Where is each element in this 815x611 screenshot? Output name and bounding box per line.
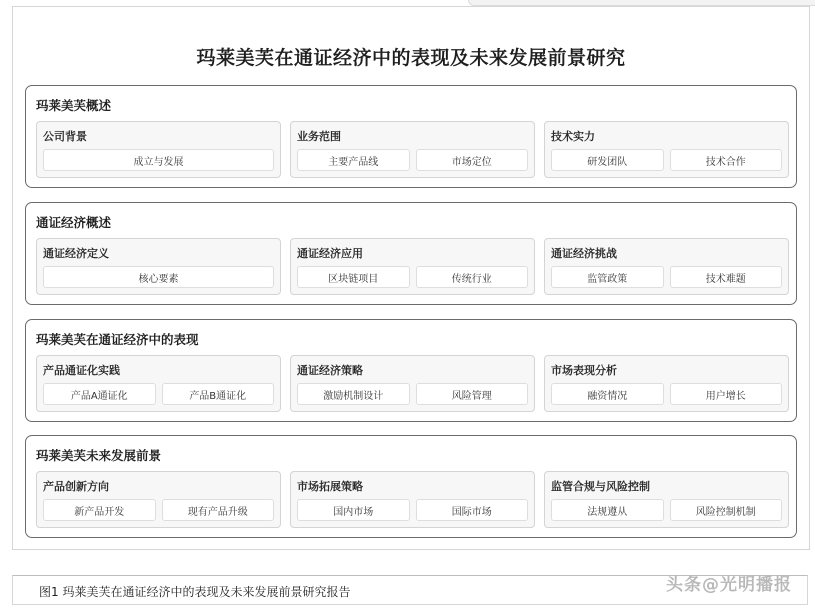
group-box: [544, 238, 789, 295]
item-row: [297, 383, 528, 405]
item-box: 风险管理: [416, 383, 529, 405]
item-box: 融资情况: [551, 383, 664, 405]
item-box: 监管政策: [551, 266, 664, 288]
item-row: [297, 149, 528, 171]
group-title: 技术实力: [551, 130, 595, 143]
item-box: 研发团队: [551, 149, 664, 171]
item-box: 风险控制机制: [670, 499, 783, 521]
item-row: [297, 499, 528, 521]
item-box: 产品B通证化: [162, 383, 275, 405]
group-box: [290, 121, 535, 178]
item-box: 法规遵从: [551, 499, 664, 521]
item-box: 技术难题: [670, 266, 783, 288]
group-box: [36, 238, 281, 295]
diagram-frame: [12, 6, 810, 550]
group-box: [36, 471, 281, 528]
item-row: [551, 499, 782, 521]
item-box: 技术合作: [670, 149, 783, 171]
section-box: [25, 435, 797, 538]
group-title: 公司背景: [43, 130, 87, 143]
group-box: [290, 238, 535, 295]
item-row: [551, 149, 782, 171]
item-box: 现有产品升级: [162, 499, 275, 521]
group-box: [36, 121, 281, 178]
item-row: [43, 266, 274, 288]
item-row: [43, 383, 274, 405]
section-title: 玛莱美芙在通证经济中的表现: [36, 332, 199, 347]
section-title: 玛莱美芙概述: [36, 98, 112, 113]
item-box: 用户增长: [670, 383, 783, 405]
item-row: [551, 383, 782, 405]
group-box: [290, 355, 535, 412]
item-box: 市场定位: [416, 149, 529, 171]
group-title: 通证经济策略: [297, 364, 363, 377]
group-title: 业务范围: [297, 130, 341, 143]
diagram-title: 玛莱美芙在通证经济中的表现及未来发展前景研究: [196, 47, 626, 69]
item-row: [43, 149, 274, 171]
group-title: 通证经济应用: [297, 247, 363, 260]
group-title: 产品创新方向: [43, 480, 109, 493]
group-title: 产品通证化实践: [43, 364, 120, 377]
group-title: 市场表现分析: [551, 364, 617, 377]
item-box: 国内市场: [297, 499, 410, 521]
item-row: [43, 499, 274, 521]
group-box: [36, 355, 281, 412]
item-row: [551, 266, 782, 288]
section-title: 通证经济概述: [36, 215, 112, 230]
group-box: [544, 355, 789, 412]
watermark-text: 头条@光明播报: [666, 575, 792, 595]
group-title: 市场拓展策略: [297, 480, 363, 493]
item-box: 主要产品线: [297, 149, 410, 171]
item-box: 传统行业: [416, 266, 529, 288]
group-box: [544, 471, 789, 528]
section-box: [25, 202, 797, 305]
item-row: [297, 266, 528, 288]
figure-caption: 图1 玛莱美芙在通证经济中的表现及未来发展前景研究报告: [39, 585, 351, 599]
item-box: 成立与发展: [43, 149, 274, 171]
group-title: 监管合规与风险控制: [551, 480, 650, 493]
section-title: 玛莱美芙未来发展前景: [36, 448, 162, 463]
item-box: 国际市场: [416, 499, 529, 521]
item-box: 区块链项目: [297, 266, 410, 288]
group-box: [544, 121, 789, 178]
item-box: 新产品开发: [43, 499, 156, 521]
group-title: 通证经济挑战: [551, 247, 617, 260]
section-box: [25, 319, 797, 422]
item-box: 产品A通证化: [43, 383, 156, 405]
section-box: [25, 85, 797, 188]
item-box: 激励机制设计: [297, 383, 410, 405]
group-box: [290, 471, 535, 528]
item-box: 核心要素: [43, 266, 274, 288]
group-title: 通证经济定义: [43, 247, 109, 260]
